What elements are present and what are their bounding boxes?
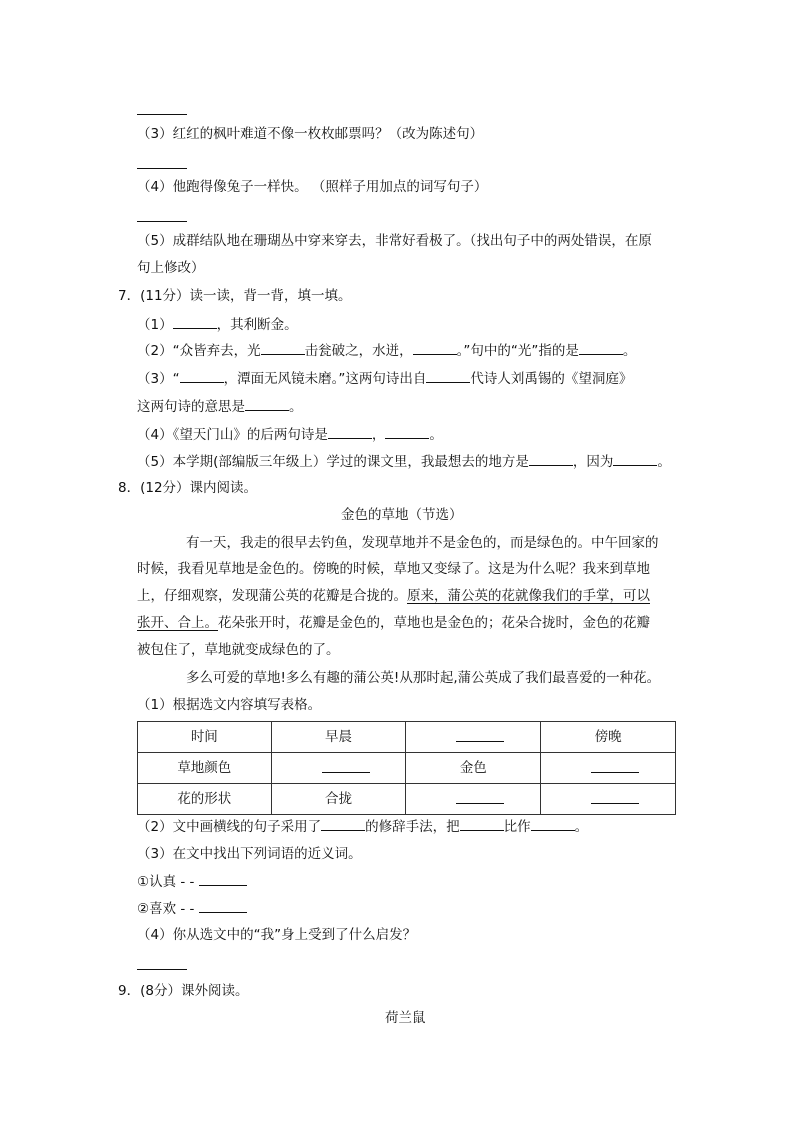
- q8-sub4: （4）你从选文中的“我”身上受到了什么启发？: [137, 927, 417, 943]
- table-row: [138, 722, 676, 753]
- fill-blank[interactable]: [180, 368, 224, 383]
- fill-blank[interactable]: [385, 424, 429, 439]
- q8-sub1: （1）根据选文内容填写表格。: [137, 697, 322, 713]
- answer-line[interactable]: [137, 100, 187, 121]
- fill-blank[interactable]: [261, 340, 305, 355]
- answer-line[interactable]: [137, 955, 187, 976]
- answer-table: [137, 721, 676, 815]
- table-row: [138, 784, 676, 815]
- passage-line: 被包住了，草地就变成绿色的了。: [137, 642, 340, 658]
- fill-blank[interactable]: [613, 451, 657, 466]
- synonym-item: ②喜欢 - -: [137, 898, 247, 919]
- table-cell-blank[interactable]: [271, 753, 406, 784]
- fill-blank[interactable]: [460, 816, 504, 831]
- fill-blank[interactable]: [426, 368, 470, 383]
- table-cell: 金色: [406, 753, 541, 784]
- q8-sub3: （3）在文中找出下列词语的近义词。: [137, 846, 362, 862]
- passage-title: 荷兰鼠: [385, 1010, 426, 1026]
- table-row: [138, 753, 676, 784]
- q7-sub3: （3）“ ，潭面无风镜未磨。”这两句诗出自 代诗人刘禹锡的《望洞庭》: [137, 368, 632, 389]
- underlined-sentence: 张开、合上。: [137, 615, 218, 631]
- fill-blank[interactable]: [531, 816, 575, 831]
- q7-sub4: （4）《望天门山》的后两句诗是 ， 。: [137, 424, 443, 445]
- q8-sub2: （2）文中画横线的句子采用了 的修辞手法，把 比作 。: [137, 816, 588, 837]
- passage-line: 张开、合上。花朵张开时，花瓣是金色的，草地也是金色的；花朵合拢时，金色的花瓣: [137, 615, 650, 631]
- q8-heading: 8．(12分）课内阅读。: [118, 480, 258, 496]
- q7-sub3-cont: 这两句诗的意思是 。: [137, 396, 303, 417]
- fill-blank[interactable]: [328, 424, 372, 439]
- table-cell-blank[interactable]: [541, 784, 676, 815]
- table-cell: 合拢: [271, 784, 406, 815]
- q7-sub5: （5）本学期(部编版三年级上）学过的课文里，我最想去的地方是 ，因为 。: [137, 451, 671, 472]
- table-cell-blank[interactable]: [541, 753, 676, 784]
- table-cell: 早晨: [271, 722, 406, 753]
- passage-line: 上，仔细观察，发现蒲公英的花瓣是合拢的。原来，蒲公英的花就像我们的手掌，可以: [137, 588, 650, 604]
- q7-heading: 7．(11分）读一读，背一背，填一填。: [118, 288, 352, 304]
- table-cell: 草地颜色: [138, 753, 272, 784]
- table-cell: 傍晚: [541, 722, 676, 753]
- q6-sub4: （4）他跑得像兔子一样快。 （照样子用加点的词写句子）: [137, 179, 488, 195]
- table-cell-blank[interactable]: [406, 784, 541, 815]
- passage-title: 金色的草地（节选）: [341, 507, 463, 523]
- q9-heading: 9．(8分）课外阅读。: [118, 983, 249, 999]
- q7-sub2: （2）“众皆弃去，光 击瓮破之，水迸， 。”句中的“光”指的是 。: [137, 340, 636, 361]
- answer-line[interactable]: [137, 154, 187, 175]
- answer-line[interactable]: [137, 207, 187, 228]
- passage-line: 时候，我看见草地是金色的。傍晚的时候，草地又变绿了。这是为什么呢？我来到草地: [137, 561, 650, 577]
- q7-sub1: （1） ，其利断金。: [137, 314, 298, 335]
- q6-sub5-line2: 句上修改）: [137, 260, 205, 276]
- fill-blank[interactable]: [199, 898, 247, 913]
- q6-sub3: （3）红红的枫叶难道不像一枚枚邮票吗？（改为陈述句）: [137, 126, 484, 142]
- synonym-item: ①认真 - -: [137, 871, 247, 892]
- passage-line: 多么可爱的草地!多么有趣的蒲公英!从那时起,蒲公英成了我们最喜爱的一种花。: [186, 670, 661, 686]
- table-cell: 花的形状: [138, 784, 272, 815]
- fill-blank[interactable]: [529, 451, 573, 466]
- table-cell: 时间: [138, 722, 272, 753]
- fill-blank[interactable]: [199, 871, 247, 886]
- underlined-sentence: 原来，蒲公英的花就像我们的手掌，可以: [407, 588, 650, 604]
- fill-blank[interactable]: [321, 816, 365, 831]
- table-cell-blank[interactable]: [406, 722, 541, 753]
- fill-blank[interactable]: [173, 314, 217, 329]
- fill-blank[interactable]: [245, 396, 289, 411]
- q6-sub5-line1: （5）成群结队地在珊瑚丛中穿来穿去，非常好看极了。（找出句子中的两处错误，在原: [137, 233, 652, 249]
- passage-line: 有一天，我走的很早去钓鱼，发现草地并不是金色的，而是绿色的。中午回家的: [186, 535, 659, 551]
- fill-blank[interactable]: [579, 340, 623, 355]
- fill-blank[interactable]: [413, 340, 457, 355]
